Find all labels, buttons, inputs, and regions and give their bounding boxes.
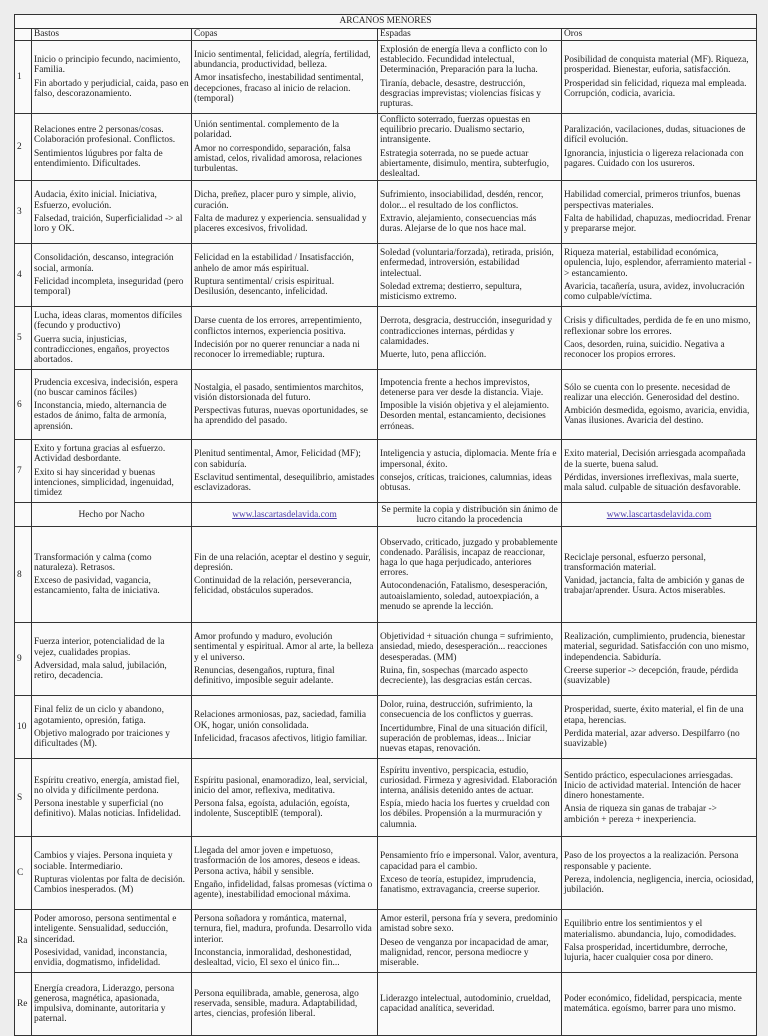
- row-number: Re: [15, 973, 32, 1036]
- table-row: [15, 973, 757, 1036]
- meaning-upright: Explosión de energía lleva a conflicto con lo establecido. Fecundidad intelectual, Determinación, Preparación para la lucha.: [380, 44, 548, 76]
- row-number: 3: [15, 181, 32, 244]
- table-row: [15, 440, 757, 503]
- meaning-upright: Exito y fortuna gracias al esfuerzo. Actividad desbordante.: [34, 444, 166, 465]
- credit-author: Hecho por Nacho: [32, 503, 192, 527]
- meaning-reversed: Pérdidas, inversiones irreflexivas, mala suerte, mala salud. culpable de situación desfavorable.: [564, 472, 741, 493]
- meaning-reversed: Prosperidad sin felicidad, riqueza mal empleada. Corrupción, codicia, avaricia.: [564, 78, 747, 99]
- meaning-upright: Llegada del amor joven e impetuoso, trasformación de los amores, deseos e ideas. Persona activa, hábil y sensible.: [194, 846, 361, 877]
- meaning-reversed: Tiranía, debacle, desastre, destrucción, desgracias imprevistas; violencias físicas y rupturas.: [380, 78, 541, 109]
- cell-espadas: [378, 307, 562, 370]
- meaning-upright: Reciclaje personal, esfuerzo personal, transformación material.: [564, 552, 706, 574]
- cell-oros: [562, 307, 757, 370]
- meaning-upright: Audacia, éxito inicial. Iniciativa, Esfuerzo, evolución.: [34, 190, 157, 211]
- cell-oros: [562, 370, 757, 440]
- cell-bastos: [32, 759, 192, 837]
- meaning-upright: Realización, cumplimiento, prudencia, bienestar material, seguridad. Satisfacción con uno mismo, independencia. Sabiduría.: [564, 632, 749, 663]
- meaning-upright: Observado, criticado, juzgado y probablemente condenado. Parálisis, incapaz de reaccionar, haga lo que haga perjudicado, anteriores errores.: [380, 537, 558, 579]
- meaning-reversed: Perdida material, azar adverso. Despilfarro (no suavizable): [564, 728, 740, 749]
- header-corner: [15, 29, 32, 41]
- cell-copas: [192, 837, 378, 910]
- cell-espadas: [378, 41, 562, 114]
- meaning-upright: Lucha, ideas claras, momentos difíciles (fecundo y productivo): [34, 311, 182, 332]
- cell-oros: [562, 696, 757, 759]
- meaning-reversed: Amor insatisfecho, inestabilidad sentimental, decepciones, fracaso al inicio de relacion. (temporal): [194, 73, 364, 104]
- cell-oros: [562, 114, 757, 181]
- meaning-reversed: Perspectivas futuras, nuevas oportunidades, se ha aprendido del pasado.: [194, 406, 368, 427]
- meaning-upright: Prudencia excesiva, indecisión, espera (no buscar caminos fáciles): [34, 377, 178, 398]
- cell-copas: [192, 527, 378, 623]
- meaning-upright: Plenitud sentimental, Amor, Felicidad (MF); con sabiduría.: [194, 449, 361, 470]
- cell-bastos: [32, 244, 192, 307]
- cell-oros: [562, 623, 757, 696]
- row-number: C: [15, 837, 32, 910]
- header-oros: Oros: [562, 29, 757, 41]
- cell-copas: [192, 181, 378, 244]
- meaning-reversed: Adversidad, mala salud, jubilación, retiro, decadencia.: [34, 660, 167, 681]
- row-number: 7: [15, 440, 32, 503]
- cell-oros: [562, 973, 757, 1036]
- meaning-upright: Riqueza material, estabilidad económica, opulencia, lujo, esplendor, aferramiento material -> estancamiento.: [564, 248, 752, 279]
- cell-espadas: [378, 696, 562, 759]
- table-row: [15, 759, 757, 837]
- cell-oros: [562, 41, 757, 114]
- credit-row: [15, 503, 757, 527]
- header-espadas: Espadas: [378, 29, 562, 41]
- table-row: [15, 244, 757, 307]
- meaning-reversed: Fin abortado y perjudicial, caida, paso en falso, descorazonamiento.: [34, 78, 189, 99]
- table-title: ARCANOS MENORES: [15, 15, 757, 29]
- cell-espadas: [378, 759, 562, 837]
- meaning-reversed: Exceso de pasividad, vagancia, estancamiento, falta de iniciativa.: [34, 576, 160, 597]
- meaning-upright: Dolor, ruina, destrucción, sufrimiento, la consecuencia de los conflictos y guerras.: [380, 700, 534, 721]
- meaning-reversed: Falta de madurez y experiencia. sensualidad y placeres excesivos, frivolidad.: [194, 213, 367, 234]
- row-number: 10: [15, 696, 32, 759]
- meaning-reversed: Posesividad, vanidad, inconstancia, envidia, dogmatismo, infidelidad.: [34, 947, 168, 969]
- row-number: S: [15, 759, 32, 837]
- cell-bastos: [32, 527, 192, 623]
- meaning-reversed: Ruina, fin, sospechas (marcado aspecto decreciente), las desgracias están cercas.: [380, 665, 532, 687]
- meaning-upright: Inteligencia y astucia, diplomacia. Mente fría e impersonal, éxito.: [380, 449, 557, 470]
- copy-notice: Se permite la copia y distribución sin ánimo de lucro citando la procedencia: [378, 503, 562, 527]
- site-link-1[interactable]: www.lascartasdelavida.com: [232, 509, 337, 520]
- cell-copas: [192, 440, 378, 503]
- meaning-reversed: Falta de habilidad, chapuzas, mediocridad. Frenar y prepararse mejor.: [564, 213, 751, 234]
- cell-copas: [192, 244, 378, 307]
- meaning-reversed: Pereza, indolencia, negligencia, inercia, ociosidad, jubilación.: [564, 874, 754, 895]
- row-number: 1: [15, 41, 32, 114]
- header-copas: Copas: [192, 29, 378, 41]
- meaning-upright: Exito material, Decisión arriesgada acompañada de la suerte, buena salud.: [564, 449, 746, 470]
- cell-espadas: [378, 527, 562, 623]
- meaning-reversed: Inconstancia, miedo, alternancia de estados de ánimo, falta de armonía, aprensión.: [34, 401, 167, 432]
- meaning-upright: Derrota, desgracia, destrucción, inseguridad y contradicciones internas, pérdidas y calamidades.: [380, 316, 553, 347]
- meaning-reversed: Imposible la visión objetiva y el alejamiento. Desorden mental, estancamiento, decisiones erróneas.: [380, 401, 549, 432]
- table-row: [15, 623, 757, 696]
- meaning-upright: Energía creadora, Liderazgo, persona generosa, magnética, apasionada, impulsiva, dominante, autoritaria y paternal.: [34, 983, 175, 1025]
- site-link-2[interactable]: www.lascartasdelavida.com: [606, 509, 712, 520]
- cell-oros: [562, 244, 757, 307]
- cell-espadas: [378, 244, 562, 307]
- cell-espadas: [378, 623, 562, 696]
- meaning-reversed: Avaricia, tacañería, usura, avidez, involucración como culpable/víctima.: [564, 281, 745, 303]
- meaning-reversed: Persona falsa, egoísta, adulación, egoísta, indolente, SusceptiblE (temporal).: [194, 799, 350, 820]
- meaning-reversed: Infelicidad, fracasos afectivos, litigio familiar.: [194, 733, 368, 744]
- meaning-reversed: Muerte, luto, pena aflicción.: [380, 349, 487, 360]
- meaning-reversed: Continuidad de la relación, perseverancia, felicidad, obstáculos superados.: [194, 576, 352, 597]
- cell-oros: [562, 527, 757, 623]
- arcanos-menores-table: [14, 14, 757, 1036]
- meaning-upright: Poder amoroso, persona sentimental e inteligente. Sensualidad, seducción, sinceridad.: [34, 914, 177, 945]
- meaning-reversed: Ambición desmedida, egoismo, avaricia, envidia, Vanas ilusiones. Avaricia del destino.: [564, 406, 750, 427]
- row-number: 2: [15, 114, 32, 181]
- row-number: 4: [15, 244, 32, 307]
- meaning-reversed: Amor no correspondido, separación, falsa amistad, celos, rivalidad amorosa, relaciones turbulentas.: [194, 143, 362, 174]
- meaning-upright: Cambios y viajes. Persona inquieta y sociable. Intermediario.: [34, 851, 173, 872]
- meaning-upright: Nostalgia, el pasado, sentimientos marchitos, visión distorsionada del futuro.: [194, 382, 364, 404]
- meaning-upright: Fuerza interior, potencialidad de la vejez, cualidades propias.: [34, 637, 165, 658]
- cell-espadas: [378, 114, 562, 181]
- meaning-reversed: Sentimientos lúgubres por falta de entendimiento. Dificultades.: [34, 148, 163, 169]
- meaning-upright: Relaciones entre 2 personas/cosas. Colaboración profesional. Conflictos.: [34, 125, 176, 146]
- cell-espadas: [378, 910, 562, 973]
- meaning-upright: Sólo se cuenta con lo presente. necesidad de realizar una elección. Generosidad del destino.: [564, 382, 740, 404]
- meaning-upright: Posibilidad de conquista material (MF). Riqueza, prosperidad. Bienestar, euforia, satisfacción.: [564, 55, 749, 76]
- meaning-upright: Unión sentimental. complemento de la polaridad.: [194, 120, 340, 141]
- meaning-reversed: Deseo de venganza por incapacidad de amar, malignidad, rencor, persona mediocre y miserable.: [380, 937, 549, 969]
- cell-bastos: [32, 307, 192, 370]
- table-row: [15, 370, 757, 440]
- meaning-upright: Pensamiento frío e impersonal. Valor, aventura, capacidad para el cambio.: [380, 851, 559, 872]
- meaning-upright: Paso de los proyectos a la realización. Persona responsable y paciente.: [564, 851, 739, 872]
- table-row: [15, 307, 757, 370]
- cell-copas: [192, 370, 378, 440]
- meaning-reversed: Incertidumbre, Final de una situación difícil, superación de problemas, ideas... Iniciar nuevas etapas, renovación.: [380, 723, 548, 755]
- cell-copas: [192, 910, 378, 973]
- meaning-upright: Final feliz de un ciclo y abandono, agotamiento, opresión, fatiga.: [34, 705, 164, 726]
- meaning-upright: Soledad (voluntaria/forzada), retirada, prisión, enfermedad, introversión, estabilidad intelectual.: [380, 248, 554, 279]
- meaning-upright: Poder económico, fidelidad, perspicacia, mente matemática. egoísmo, barrer para uno mismo.: [564, 994, 742, 1015]
- meaning-upright: Impotencia frente a hechos imprevistos, detenerse para ver desde la distancia. Viaje.: [380, 377, 544, 398]
- meaning-upright: Objetividad + situación chunga = sufrimiento, ansiedad, miedo, desesperación... reacciones desesperadas. (MM): [380, 632, 554, 663]
- meaning-reversed: Esclavitud sentimental, desequilibrio, amistades esclavizadoras.: [194, 472, 375, 493]
- meaning-upright: Dicha, preñez, placer puro y simple, alivio, curación.: [194, 190, 356, 211]
- cell-oros: [562, 181, 757, 244]
- cell-bastos: [32, 114, 192, 181]
- meaning-reversed: Objetivo malogrado por traiciones y dificultades (M).: [34, 728, 170, 749]
- table-row: [15, 696, 757, 759]
- meaning-reversed: Rupturas violentas por falta de decisión. Cambios inesperados. (M): [34, 874, 186, 895]
- table-row: [15, 527, 757, 623]
- cell-bastos: [32, 41, 192, 114]
- meaning-reversed: Renuncias, desengaños, ruptura, final definitivo, imposible seguir adelante.: [194, 665, 335, 687]
- cell-bastos: [32, 837, 192, 910]
- cell-espadas: [378, 973, 562, 1036]
- meaning-reversed: Falsedad, traición, Superficialidad -> al loro y OK.: [34, 213, 183, 234]
- meaning-upright: Sufrimiento, insociabilidad, desdén, rencor, dolor... el resultado de los conflictos.: [380, 190, 544, 211]
- meaning-reversed: consejos, críticas, traiciones, calumnias, ideas obtusas.: [380, 472, 552, 493]
- header-row: [15, 29, 757, 41]
- meaning-upright: Espíritu creativo, energía, amistad fiel, no olvida y difícilmente perdona.: [34, 775, 180, 797]
- meaning-reversed: Felicidad incompleta, inseguridad (pero temporal): [34, 276, 184, 297]
- header-bastos: Bastos: [32, 29, 192, 41]
- cell-oros: [562, 759, 757, 837]
- cell-bastos: [32, 181, 192, 244]
- meaning-upright: Consolidación, descanso, integración social, armonía.: [34, 253, 174, 274]
- meaning-reversed: Estrategia soterrada, no se puede actuar abiertamente, disimulo, mentira, subterfugio, deslealtad.: [380, 148, 549, 180]
- cell-oros: [562, 440, 757, 503]
- meaning-upright: Transformación y calma (como naturaleza). Retrasos.: [34, 552, 152, 574]
- cell-copas: [192, 307, 378, 370]
- row-number: 9: [15, 623, 32, 696]
- meaning-upright: Fin de una relación, aceptar el destino y seguir, depresión.: [194, 552, 371, 574]
- cell-bastos: [32, 910, 192, 973]
- meaning-reversed: Ruptura sentimental/ crisis espiritual. Desilusión, desencanto, infelicidad.: [194, 276, 335, 297]
- cell-espadas: [378, 440, 562, 503]
- meaning-reversed: Autocondenación, Fatalismo, desesperación, autoaislamiento, soledad, autoexpiación, a menudo se aprende la lección.: [380, 581, 548, 612]
- cell-espadas: [378, 837, 562, 910]
- meaning-upright: Amor profundo y maduro, evolución sentimental y espiritual. Amor al arte, la belleza y el universo.: [194, 632, 374, 663]
- meaning-upright: Amor esteril, persona fría y severa, predominio amistad sobre sexo.: [380, 914, 558, 935]
- meaning-upright: Persona soñadora y romántica, maternal, ternura, fiel, madura, profunda. Desarrollo vida interior.: [194, 914, 372, 945]
- cell-copas: [192, 759, 378, 837]
- meaning-upright: Paralización, vacilaciones, dudas, situaciones de difícil evolución.: [564, 125, 746, 146]
- meaning-reversed: Espía, miedo hacia los fuertes y crueldad con los débiles. Propensión a la murmuración y calumnia.: [380, 799, 550, 830]
- cell-copas: [192, 623, 378, 696]
- cell-copas: [192, 696, 378, 759]
- cell-bastos: [32, 973, 192, 1036]
- meaning-upright: Inicio o principio fecundo, nacimiento, Familia.: [34, 55, 181, 76]
- document-page: [14, 14, 756, 1036]
- meaning-upright: Liderazgo intelectual, autodominio, crueldad, capacidad analítica, severidad.: [380, 994, 551, 1015]
- meaning-upright: Darse cuenta de los errores, arrepentimiento, conflictos internos, experiencia positiva.: [194, 316, 362, 337]
- meaning-upright: Crisis y dificultades, perdida de fe en uno mismo, reflexionar sobre los errores.: [564, 316, 751, 337]
- meaning-upright: Espíritu inventivo, perspicacia, estudio, curiosidad. Firmeza y agresividad. Elaboración interna, análisis detenido antes de actuar.: [380, 765, 558, 797]
- meaning-reversed: Persona inestable y superficial (no definitivo). Malas noticias. Infidelidad.: [34, 799, 181, 820]
- cell-bastos: [32, 623, 192, 696]
- meaning-upright: Equilibrio entre los sentimientos y el materialismo. abundancia, lujo, comodidades.: [564, 919, 737, 940]
- meaning-upright: Habilidad comercial, primeros triunfos, buenas perspectivas materiales.: [564, 190, 741, 211]
- meaning-upright: Conflicto soterrado, fuerzas opuestas en equilibrio precario. Dualismo sectario, intransigente.: [380, 115, 531, 146]
- cell-copas: [192, 41, 378, 114]
- meaning-reversed: Vanidad, jactancia, falta de ambición y ganas de trabajar/aprender. Usura. Actos miserables.: [564, 576, 745, 597]
- meaning-reversed: Ignorancia, injusticia o ligereza relacionada con pagares. Cuidado con los usureros.: [564, 148, 744, 169]
- meaning-reversed: Extravio, alejamiento, consecuencias más duras. Alejarse de lo que nos hace mal.: [380, 213, 537, 234]
- meaning-reversed: Guerra sucia, injusticias, contradicciones, engaños, proyectos abortados.: [34, 334, 170, 366]
- table-row: [15, 910, 757, 973]
- row-number: 8: [15, 527, 32, 623]
- table-row: [15, 181, 757, 244]
- cell-bastos: [32, 440, 192, 503]
- cell-oros: [562, 837, 757, 910]
- table-row: [15, 41, 757, 114]
- meaning-upright: Relaciones armoniosas, paz, saciedad, familia OK, hogar, unión consolidada.: [194, 710, 367, 731]
- meaning-upright: Persona equilibrada, amable, generosa, algo reservada, sensible, madura. Adaptabilidad, artes, ciencias, profesión liberal.: [194, 988, 359, 1020]
- meaning-reversed: Creerse superior -> decepción, fraude, pérdida (suavizable): [564, 665, 739, 687]
- meaning-reversed: Caos, desorden, ruina, suicidio. Negativa a reconocer los propios errores.: [564, 339, 725, 360]
- cell-copas: [192, 114, 378, 181]
- meaning-reversed: Inconstancia, inmoralidad, deshonestidad, deslealtad, vicio, El sexo el único fin...: [194, 947, 352, 969]
- cell-bastos: [32, 370, 192, 440]
- cell-copas: [192, 973, 378, 1036]
- table-row: [15, 837, 757, 910]
- meaning-upright: Prosperidad, suerte, éxito material, el fin de una etapa, herencias.: [564, 705, 744, 726]
- cell-espadas: [378, 181, 562, 244]
- meaning-reversed: Exito si hay sinceridad y buenas intenciones, simplicidad, ingenuidad, timidez: [34, 467, 174, 499]
- meaning-upright: Inicio sentimental, felicidad, alegría, fertilidad, abundancia, productividad, belleza.: [194, 49, 371, 71]
- meaning-upright: Espíritu pasional, enamoradizo, leal, servicial, inicio del amor, reflexiva, meditativa.: [194, 775, 368, 797]
- cell-oros: [562, 910, 757, 973]
- credit-corner: [15, 503, 32, 527]
- row-number: 5: [15, 307, 32, 370]
- meaning-upright: Felicidad en la estabilidad / Insatisfacción, anhelo de amor más espiritual.: [194, 253, 354, 274]
- cell-espadas: [378, 370, 562, 440]
- row-number: 6: [15, 370, 32, 440]
- meaning-reversed: Ansia de riqueza sin ganas de trabajar -> ambición + pereza + inexperiencia.: [564, 804, 717, 825]
- meaning-upright: Sentido práctico, especulaciones arriesgadas. Inicio de actividad material. Intención de hacer dinero honestamente.: [564, 770, 741, 802]
- meaning-reversed: Engaño, infidelidad, falsas promesas (víctima o agente), inestabilidad emocional máxima.: [194, 879, 373, 901]
- meaning-reversed: Soledad extrema; destierro, sepultura, misticismo extremo.: [380, 281, 522, 303]
- cell-bastos: [32, 696, 192, 759]
- row-number: Ra: [15, 910, 32, 973]
- meaning-reversed: Indecisión por no querer renunciar a nada ni reconocer lo irremediable; ruptura.: [194, 339, 360, 360]
- table-row: [15, 114, 757, 181]
- meaning-reversed: Exceso de teoría, estupidez, imprudencia, fanatismo, extravagancia, creerse superior.: [380, 874, 540, 895]
- meaning-reversed: Falsa prosperidad, incertidumbre, derroche, lujuria, hacer cualquier cosa por dinero.: [564, 942, 728, 963]
